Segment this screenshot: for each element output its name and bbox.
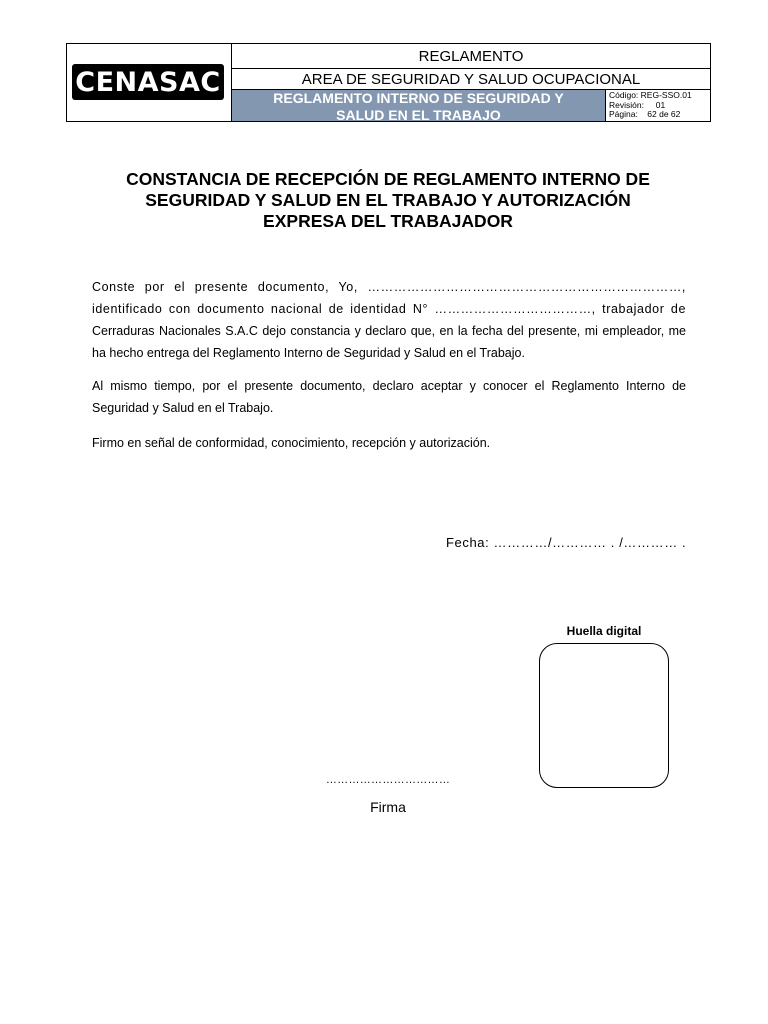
- paragraph-line: ha hecho entrega del Reglamento Interno de Seguridad y Salud en el Trabajo.: [92, 346, 525, 360]
- company-logo: [72, 64, 224, 100]
- paragraph-declaration: [92, 276, 686, 364]
- logo-cell: [67, 44, 232, 121]
- date-field: Fecha: …………/………… . /………… .: [446, 535, 687, 550]
- header-document-name: [232, 89, 605, 121]
- header-document-name-line1: REGLAMENTO INTERNO DE SEGURIDAD Y: [273, 90, 564, 106]
- document-title: [80, 169, 696, 232]
- paragraph-line: Seguridad y Salud en el Trabajo.: [92, 401, 274, 415]
- header-control-info: [605, 89, 710, 121]
- fingerprint-box: [539, 643, 669, 788]
- signature-line: ……………………………: [325, 774, 451, 786]
- paragraph-line: Al mismo tiempo, por el presente documento, declaro aceptar y conocer el Reglamento Interno de: [92, 379, 686, 393]
- paragraph-line: Firmo en señal de conformidad, conocimiento, recepción y autorización.: [92, 436, 491, 450]
- document-header: [66, 43, 711, 122]
- title-line-3: EXPRESA DEL TRABAJADOR: [263, 211, 513, 231]
- header-document-name-line2: SALUD EN EL TRABAJO: [336, 107, 501, 123]
- paragraph-line: Cerraduras Nacionales S.A.C dejo constancia y declaro que, en la fecha del presente, mi empleador, me: [92, 324, 686, 338]
- paragraph-conformity: [92, 432, 686, 454]
- paragraph-line: identificado con documento nacional de identidad N° ………………………………, trabajador de: [92, 302, 686, 316]
- signature-label: Firma: [370, 799, 406, 815]
- title-line-2: SEGURIDAD Y SALUD EN EL TRABAJO Y AUTORIZACIÓN: [145, 190, 631, 210]
- paragraph-line: Conste por el presente documento, Yo, ………………………………………………………………,: [92, 280, 686, 294]
- fingerprint-label: Huella digital: [566, 624, 642, 638]
- header-codigo: Código: REG-SSO.01: [609, 90, 692, 100]
- header-area: AREA DE SEGURIDAD Y SALUD OCUPACIONAL: [301, 71, 641, 88]
- header-revision: Revisión: 01: [609, 99, 666, 110]
- header-document-type: REGLAMENTO: [232, 44, 710, 69]
- header-pagina: Página: 62 de 62: [609, 109, 681, 119]
- logo-text: CENASAC: [75, 66, 221, 98]
- paragraph-acceptance: [92, 375, 686, 419]
- title-line-1: CONSTANCIA DE RECEPCIÓN DE REGLAMENTO INTERNO DE: [126, 169, 650, 189]
